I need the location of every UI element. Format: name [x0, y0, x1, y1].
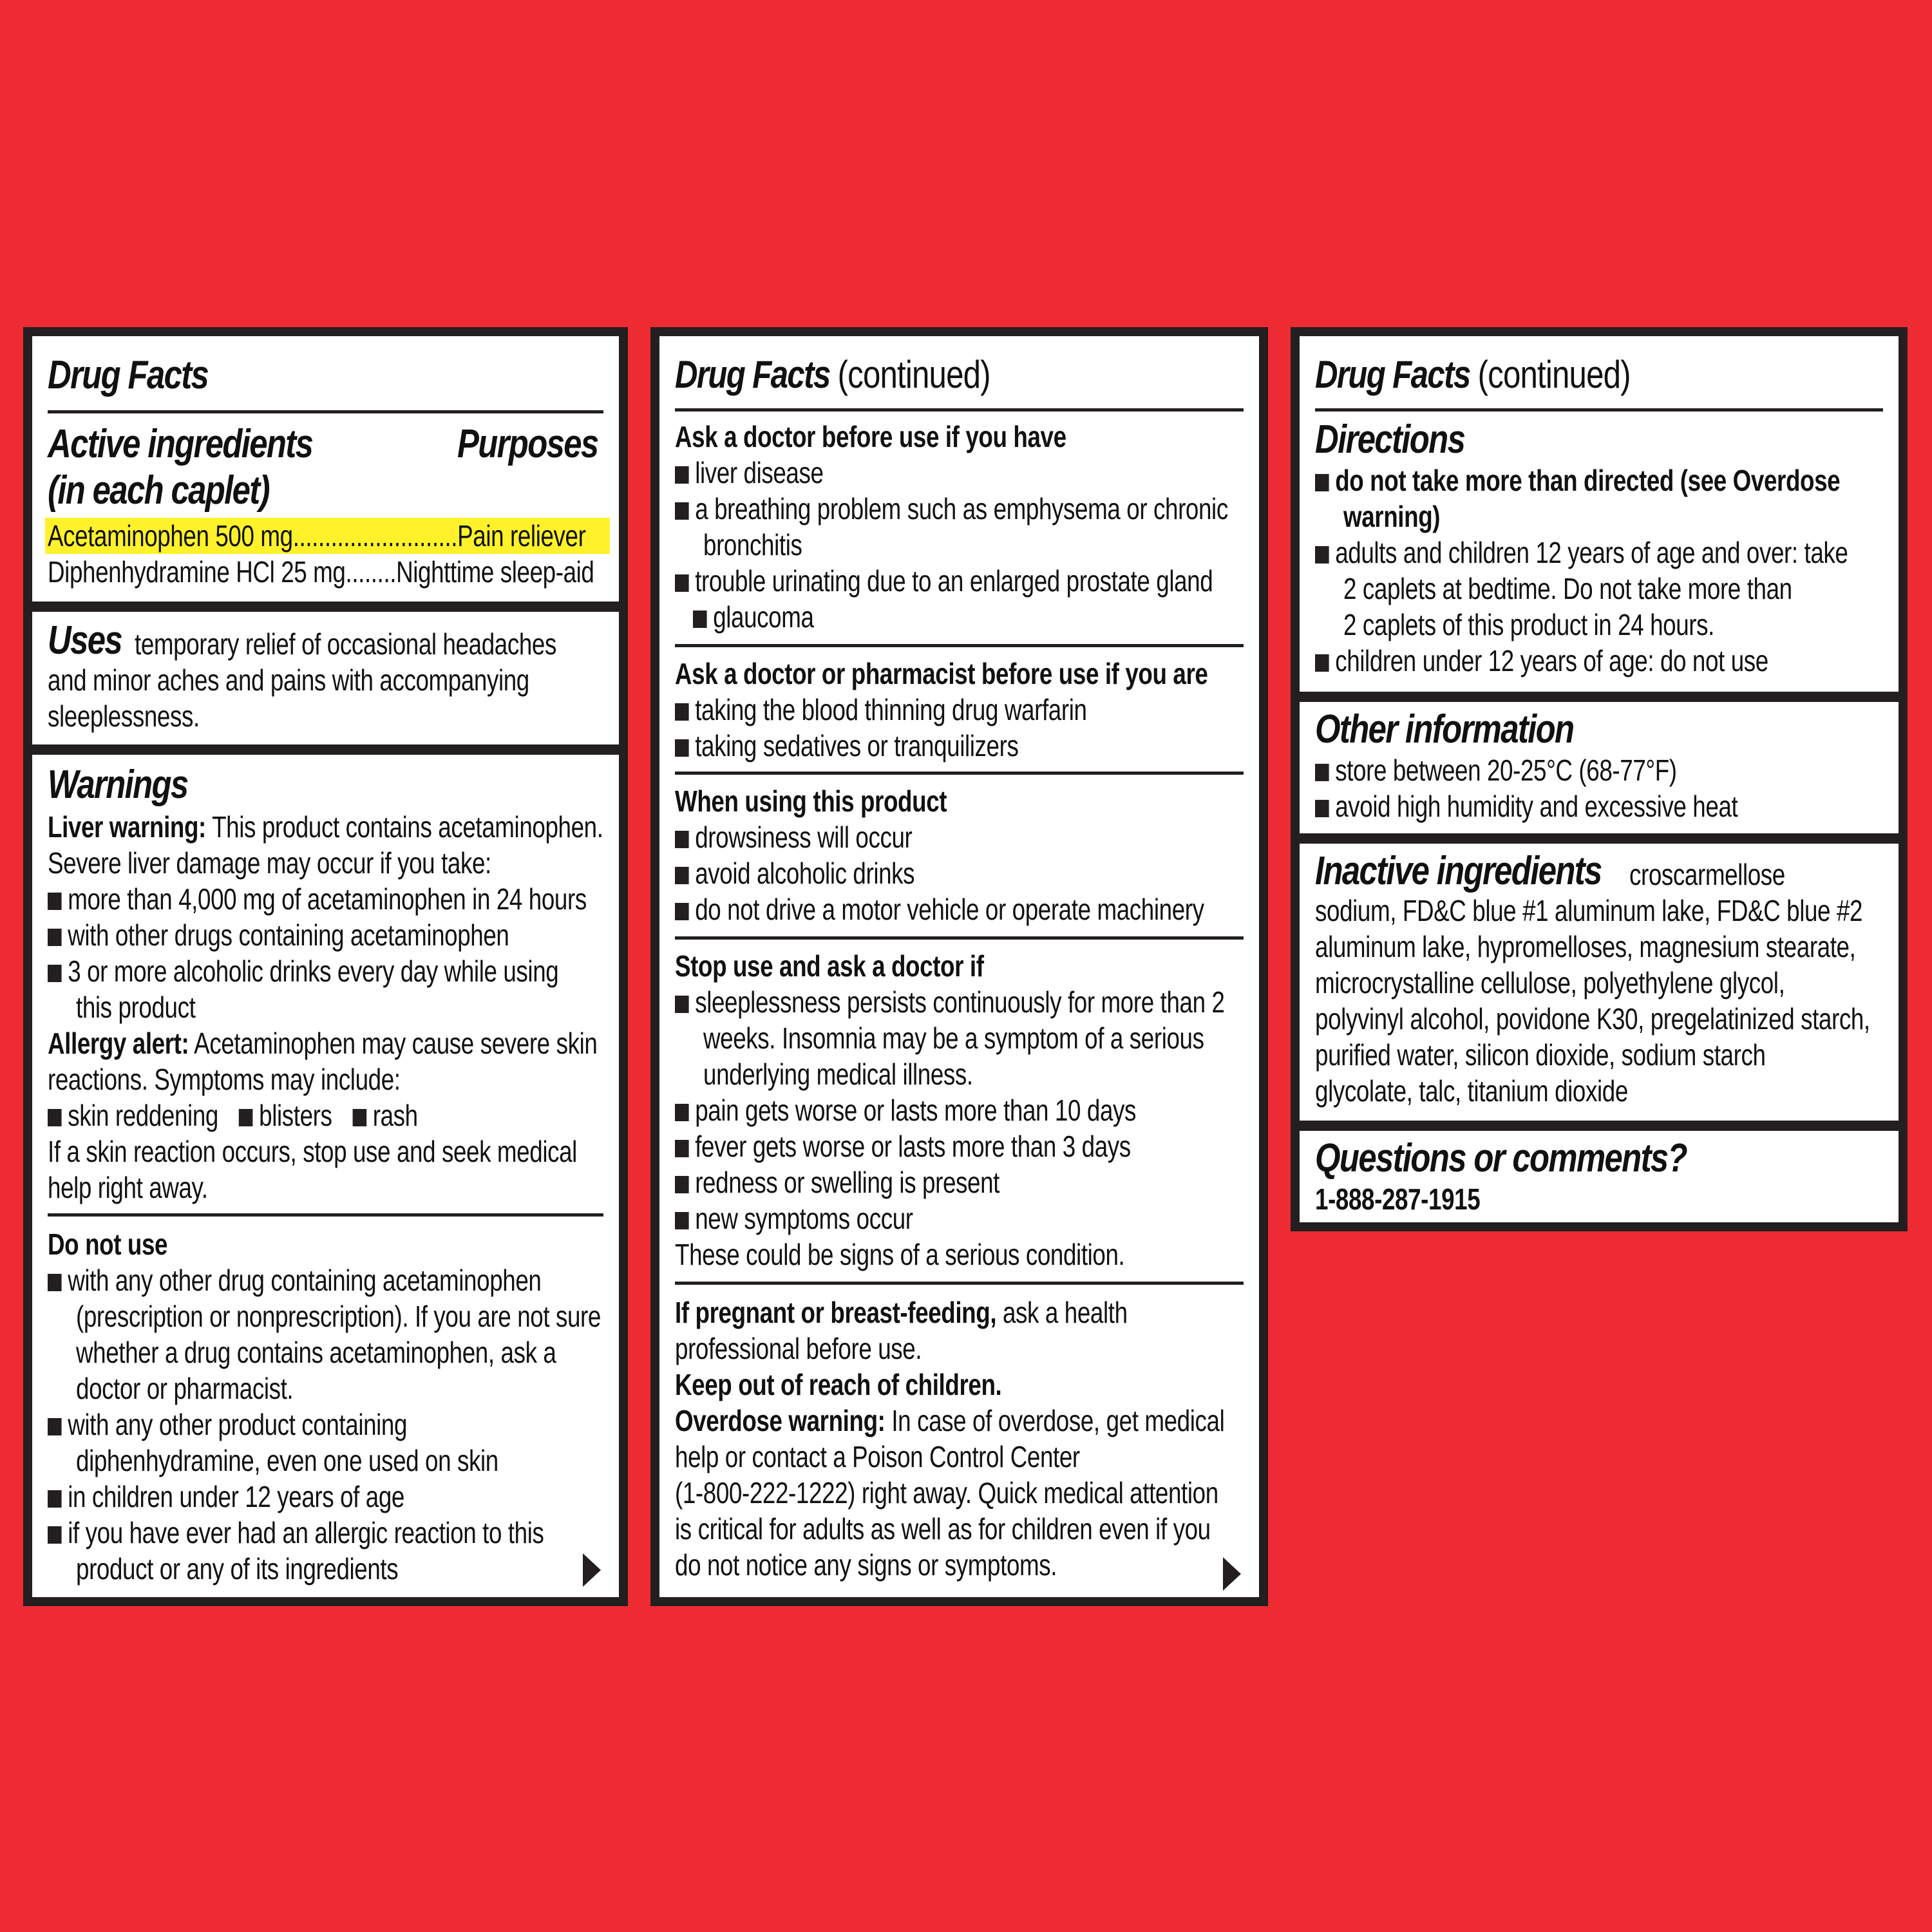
list-item	[675, 1128, 1131, 1164]
allergy-alert-label: Allergy alert:	[48, 1027, 189, 1060]
list-item	[675, 984, 1225, 1020]
bullet-square	[675, 996, 689, 1013]
list-item-text: 3 or more alcoholic drinks every day while using	[68, 954, 559, 988]
list-item	[675, 455, 824, 491]
uses-title: Uses	[48, 618, 122, 663]
overdose-label: Overdose warning:	[675, 1404, 886, 1437]
list-item	[675, 692, 1087, 728]
list-item-text: a breathing problem such as emphysema or chronic	[695, 492, 1228, 526]
list-item-text: liver disease	[695, 456, 824, 489]
list-item	[48, 953, 558, 989]
allergy-alert	[48, 1025, 597, 1061]
list-item	[48, 881, 587, 917]
list-item-text: if you have ever had an allergic reaction to this	[68, 1516, 544, 1549]
ingredient-name: Diphenhydramine HCl 25 mg	[48, 555, 346, 589]
continued-label: (continued)	[837, 353, 990, 396]
list-item	[675, 1164, 999, 1200]
inactive-text: aluminum lake, hypromelloses, magnesium stearate,	[1315, 930, 1856, 963]
list-item-text: redness or swelling is present	[695, 1166, 999, 1199]
overdose-text: help or contact a Poison Control Center	[675, 1440, 1080, 1473]
symptom: blisters	[259, 1099, 332, 1132]
bullet-square	[675, 574, 689, 592]
list-item-text: more than 4,000 mg of acetaminophen in 24 hours	[68, 882, 587, 916]
bullet-square	[239, 1109, 253, 1126]
divider	[675, 936, 1244, 940]
list-item-continuation: underlying medical illness.	[703, 1057, 973, 1091]
drug-facts-panel-3	[1291, 327, 1908, 1231]
list-item-text: taking the blood thinning drug warfarin	[695, 693, 1087, 726]
inactive-text: croscarmellose	[1629, 858, 1785, 891]
liver-warning-text: Severe liver damage may occur if you take:	[48, 846, 491, 880]
header-text: Drug Facts	[675, 353, 830, 396]
pregnancy-text: ask a health	[996, 1296, 1128, 1329]
list-item-continuation: product or any of its ingredients	[76, 1552, 399, 1586]
inactive-ingredients-title: Inactive ingredients	[1315, 849, 1602, 893]
list-item-text: with any other drug containing acetaminophen	[68, 1264, 542, 1297]
overdose-text: In case of overdose, get medical	[885, 1404, 1225, 1437]
overdose-text: is critical for adults as well as for children even if you	[675, 1512, 1211, 1546]
bullet-square	[675, 1212, 689, 1229]
list-item-text: store between 20-25°C (68-77°F)	[1335, 753, 1677, 787]
reaction-text: help right away.	[48, 1171, 208, 1204]
list-item-text: with any other product containing	[68, 1408, 408, 1441]
ingredient-purpose: Pain reliever	[457, 519, 586, 553]
ingredient-name: Acetaminophen 500 mg	[48, 519, 293, 553]
list-item-text: glaucoma	[713, 600, 814, 634]
list-item-text: avoid alcoholic drinks	[695, 857, 915, 890]
list-item-continuation: whether a drug contains acetaminophen, ask a	[76, 1336, 556, 1369]
panel-header: Drug Facts	[48, 353, 209, 397]
continue-arrow-icon	[1223, 1557, 1241, 1591]
inactive-text: glycolate, talc, titanium dioxide	[1315, 1074, 1628, 1108]
list-item-text: in children under 12 years of age	[68, 1480, 404, 1513]
divider	[675, 408, 1244, 412]
overdose-warning	[675, 1403, 1224, 1439]
active-ingredients-subtitle: (in each caplet)	[48, 468, 269, 513]
bullet-square	[675, 703, 689, 721]
list-item-continuation: diphenhydramine, even one used on skin	[76, 1444, 498, 1477]
list-item	[675, 819, 912, 855]
bullet-square	[675, 502, 689, 520]
list-item-continuation: bronchitis	[703, 528, 802, 562]
bullet-square	[675, 1176, 689, 1193]
allergy-alert-text: Acetaminophen may cause severe skin	[189, 1027, 598, 1060]
warnings-title: Warnings	[48, 762, 188, 807]
panel-header-title	[675, 355, 990, 394]
uses-text: temporary relief of occasional headaches	[135, 627, 556, 661]
active-ingredients-title: Active ingredients	[48, 422, 313, 466]
bullet-square	[48, 965, 62, 982]
continue-arrow-icon	[583, 1553, 601, 1587]
stop-use-title: Stop use and ask a doctor if	[675, 949, 984, 983]
pregnancy-text: professional before use.	[675, 1332, 922, 1365]
bullet-square	[675, 466, 689, 484]
divider	[675, 644, 1244, 647]
bullet-square	[693, 611, 707, 628]
list-item	[675, 855, 914, 891]
bullet-square	[48, 929, 62, 946]
symptom: rash	[372, 1099, 418, 1132]
list-item	[675, 1092, 1136, 1128]
list-item-text: with other drugs containing acetaminophen	[68, 918, 509, 952]
ingredient-purpose: Nighttime sleep-aid	[396, 555, 594, 589]
liver-warning-text: This product contains acetaminophen.	[205, 810, 603, 844]
list-item	[675, 563, 1213, 599]
inactive-text: microcrystalline cellulose, polyethylene glycol,	[1315, 966, 1785, 999]
list-item-continuation: (prescription or nonprescription). If you are not sure	[76, 1300, 601, 1333]
bullet-square	[48, 1526, 62, 1544]
list-item-continuation: warning)	[1343, 500, 1441, 533]
when-using-title: When using this product	[675, 784, 947, 818]
leader-dots: ..........................	[292, 519, 458, 553]
header-text: Drug Facts	[1315, 353, 1470, 396]
bullet-square	[675, 867, 689, 884]
directions-title: Directions	[1315, 417, 1465, 462]
drug-facts-panel-2	[650, 327, 1268, 1606]
list-item-text: trouble urinating due to an enlarged prostate gland	[695, 564, 1213, 598]
liver-warning	[48, 809, 603, 845]
allergy-alert-text: reactions. Symptoms may include:	[48, 1063, 401, 1096]
inactive-text: sodium, FD&C blue #1 aluminum lake, FD&C blue #2	[1315, 894, 1863, 927]
divider	[48, 1213, 603, 1217]
list-item-text: drowsiness will occur	[695, 820, 913, 854]
bullet-square	[675, 831, 689, 848]
list-item	[48, 1262, 541, 1298]
bullet-square	[48, 1274, 62, 1291]
list-item	[48, 1515, 544, 1551]
list-item	[675, 599, 814, 635]
phone-number[interactable]: 1-888-287-1915	[1315, 1182, 1481, 1216]
bullet-square	[48, 1490, 62, 1508]
do-not-use-title: Do not use	[48, 1227, 168, 1261]
divider	[675, 1282, 1244, 1285]
list-item-text: do not take more than directed (see Overdose	[1335, 464, 1841, 497]
list-item-text: adults and children 12 years of age and over: take	[1335, 536, 1848, 569]
ask-doctor-title: Ask a doctor before use if you have	[675, 420, 1066, 453]
list-item-continuation: this product	[76, 990, 196, 1024]
ask-pharmacist-title: Ask a doctor or pharmacist before use if you are	[675, 657, 1208, 690]
list-item-continuation: doctor or pharmacist.	[76, 1372, 294, 1405]
liver-warning-label: Liver warning:	[48, 810, 206, 844]
bullet-square	[675, 739, 689, 757]
leader-dots: ........	[345, 555, 397, 589]
inactive-text: purified water, silicon dioxide, sodium starch	[1315, 1038, 1766, 1072]
purposes-heading: Purposes	[457, 422, 598, 466]
list-item-continuation: 2 caplets of this product in 24 hours.	[1343, 608, 1714, 641]
list-item-text: children under 12 years of age: do not use	[1335, 644, 1768, 677]
list-item	[675, 1200, 913, 1236]
uses-text: sleeplessness.	[48, 699, 200, 733]
other-information-title: Other information	[1315, 707, 1574, 752]
pregnancy-warning	[675, 1294, 1128, 1331]
bullet-square	[675, 903, 689, 920]
bullet-square	[48, 1109, 62, 1126]
list-item	[675, 491, 1228, 527]
reaction-text: If a skin reaction occurs, stop use and seek medical	[48, 1135, 577, 1168]
list-item-text: fever gets worse or lasts more than 3 days	[695, 1130, 1131, 1163]
list-item-text: pain gets worse or lasts more than 10 days	[695, 1094, 1137, 1127]
overdose-text: do not notice any signs or symptoms.	[675, 1548, 1057, 1582]
list-item-text: taking sedatives or tranquilizers	[695, 729, 1019, 762]
list-item	[48, 1406, 407, 1443]
list-item-text: do not drive a motor vehicle or operate machinery	[695, 893, 1204, 926]
panel-header	[675, 355, 1059, 394]
stop-use-note: These could be signs of a serious condition.	[675, 1238, 1125, 1271]
uses-text: and minor aches and pains with accompanying	[48, 663, 529, 697]
list-item	[675, 728, 1018, 764]
bullet-square	[48, 893, 62, 910]
inactive-text: polyvinyl alcohol, povidone K30, pregelatinized starch,	[1315, 1002, 1870, 1036]
bullet-square	[353, 1109, 367, 1126]
list-item-text: new symptoms occur	[695, 1202, 913, 1235]
pregnancy-label: If pregnant or breast-feeding,	[675, 1296, 997, 1329]
keep-out-warning: Keep out of reach of children.	[675, 1368, 1002, 1401]
symptom: skin reddening	[68, 1099, 218, 1132]
drug-facts-panel-1	[23, 327, 628, 1606]
continued-label: (continued)	[1477, 353, 1631, 396]
bullet-square	[675, 1140, 689, 1157]
list-item	[48, 1479, 404, 1515]
overdose-text: (1-800-222-1222) right away. Quick medical attention	[675, 1476, 1218, 1510]
list-item-continuation: weeks. Insomnia may be a symptom of a serious	[703, 1021, 1204, 1055]
bullet-square	[675, 1104, 689, 1121]
symptom-list	[48, 1097, 418, 1133]
bullet-square	[48, 1418, 62, 1435]
list-item	[675, 891, 1204, 927]
list-item-text: sleeplessness persists continuously for more than 2	[695, 985, 1225, 1019]
list-item-text: avoid high humidity and excessive heat	[1335, 790, 1738, 823]
list-item	[48, 917, 509, 953]
list-item-continuation: 2 caplets at bedtime. Do not take more than	[1343, 572, 1792, 605]
questions-title: Questions or comments?	[1315, 1136, 1687, 1180]
divider	[675, 772, 1244, 775]
